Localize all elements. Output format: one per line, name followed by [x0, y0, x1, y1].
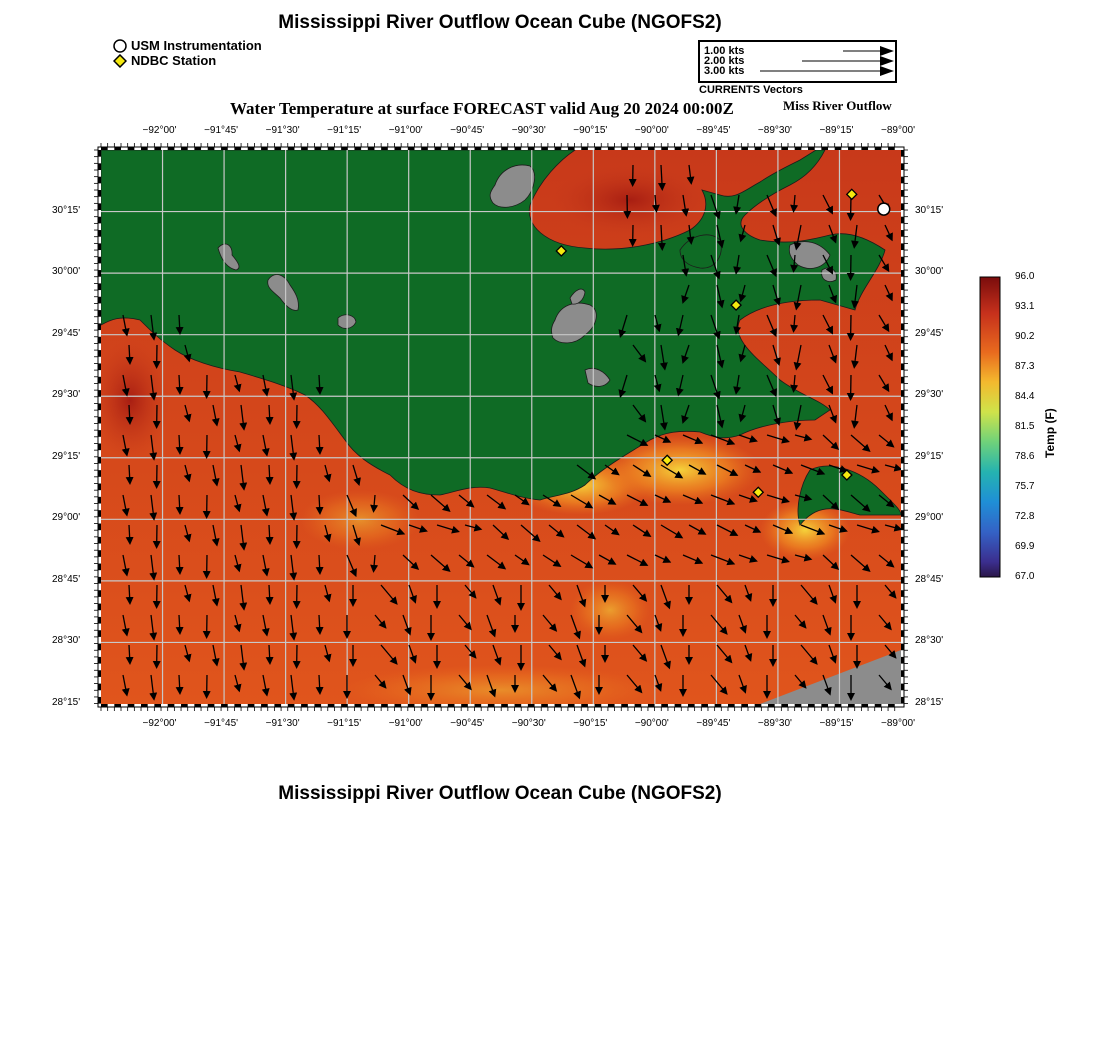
usm-station-marker[interactable] [878, 203, 890, 215]
lat-right-label: 28°30' [915, 635, 944, 647]
lon-top-label: −92°00' [142, 125, 177, 136]
lon-top-label: −89°15' [819, 125, 854, 136]
lat-right-label: 29°30' [915, 389, 944, 401]
colorbar-tick: 72.8 [1015, 511, 1035, 522]
lat-right-label: 30°00' [915, 266, 944, 278]
lat-right-label: 28°45' [915, 573, 944, 585]
lat-left-label: 29°45' [52, 327, 81, 339]
lon-top-label: −89°45' [696, 125, 731, 136]
lon-bottom-label: −89°15' [819, 718, 854, 729]
vector-key-label-3: 3.00 kts [704, 65, 745, 77]
lat-right-label: 28°15' [915, 697, 944, 708]
lon-top-label: −90°15' [573, 125, 608, 136]
colorbar-tick: 75.7 [1015, 481, 1035, 492]
lon-bottom-label: −90°00' [634, 718, 669, 729]
lon-top-label: −91°30' [265, 125, 300, 136]
lon-bottom-label: −89°00' [881, 718, 915, 729]
lat-left-label: 28°45' [52, 573, 81, 585]
vector-key-label-1: 1.00 kts [704, 45, 745, 57]
colorbar-tick: 87.3 [1015, 361, 1035, 372]
vector-key-caption: CURRENTS Vectors [699, 84, 803, 96]
lon-bottom-label: −91°15' [327, 718, 362, 729]
lon-bottom-label: −89°30' [757, 718, 792, 729]
lon-bottom-label: −90°45' [450, 718, 485, 729]
lon-top-label: −90°45' [450, 125, 485, 136]
legend-ndbc-label: NDBC Station [131, 53, 217, 68]
colorbar-title: Temp (F) [1043, 408, 1057, 458]
lon-top-label: −90°30' [511, 125, 546, 136]
lon-top-label: −91°15' [327, 125, 362, 136]
lon-bottom-label: −90°15' [573, 718, 608, 729]
map-title-bottom: Mississippi River Outflow Ocean Cube (NGOFS2) [278, 783, 722, 804]
lon-bottom-label: −91°45' [204, 718, 239, 729]
lon-bottom-label: −91°30' [265, 718, 300, 729]
lon-bottom-label: −91°00' [388, 718, 423, 729]
lat-right-label: 30°15' [915, 204, 944, 216]
colorbar-tick: 84.4 [1015, 391, 1035, 402]
colorbar-tick: 81.5 [1015, 421, 1035, 432]
lat-left-label: 28°30' [52, 635, 81, 647]
lon-top-label: −91°00' [388, 125, 423, 136]
map-title: Mississippi River Outflow Ocean Cube (NGOFS2) [278, 12, 722, 33]
lon-bottom-label: −89°45' [696, 718, 731, 729]
lon-top-label: −90°00' [634, 125, 669, 136]
lat-right-label: 29°00' [915, 512, 944, 524]
lon-top-label: −89°30' [757, 125, 792, 136]
colorbar-tick: 93.1 [1015, 301, 1035, 312]
lat-right-label: 29°45' [915, 327, 944, 339]
colorbar-tick: 90.2 [1015, 331, 1035, 342]
colorbar-tick: 67.0 [1015, 571, 1035, 582]
lat-left-label: 29°15' [52, 450, 81, 462]
lat-left-label: 29°30' [52, 389, 81, 401]
outflow-label: Miss River Outflow [783, 98, 892, 113]
lat-left-label: 28°15' [52, 697, 81, 708]
lat-left-label: 30°00' [52, 266, 81, 278]
lat-right-label: 29°15' [915, 450, 944, 462]
lon-bottom-label: −92°00' [142, 718, 177, 729]
lon-top-label: −89°00' [881, 125, 915, 136]
lat-left-label: 30°15' [52, 204, 81, 216]
lon-bottom-label: −90°30' [511, 718, 546, 729]
colorbar-tick: 69.9 [1015, 541, 1035, 552]
legend-usm-label: USM Instrumentation [131, 38, 262, 53]
colorbar-tick: 96.0 [1015, 271, 1035, 282]
map-subtitle: Water Temperature at surface FORECAST valid Aug 20 2024 00:00Z [230, 99, 734, 118]
lat-left-label: 29°00' [52, 512, 81, 524]
vector-key-label-2: 2.00 kts [704, 55, 745, 67]
colorbar-tick: 78.6 [1015, 451, 1035, 462]
colorbar [978, 272, 1008, 582]
lon-top-label: −91°45' [204, 125, 239, 136]
